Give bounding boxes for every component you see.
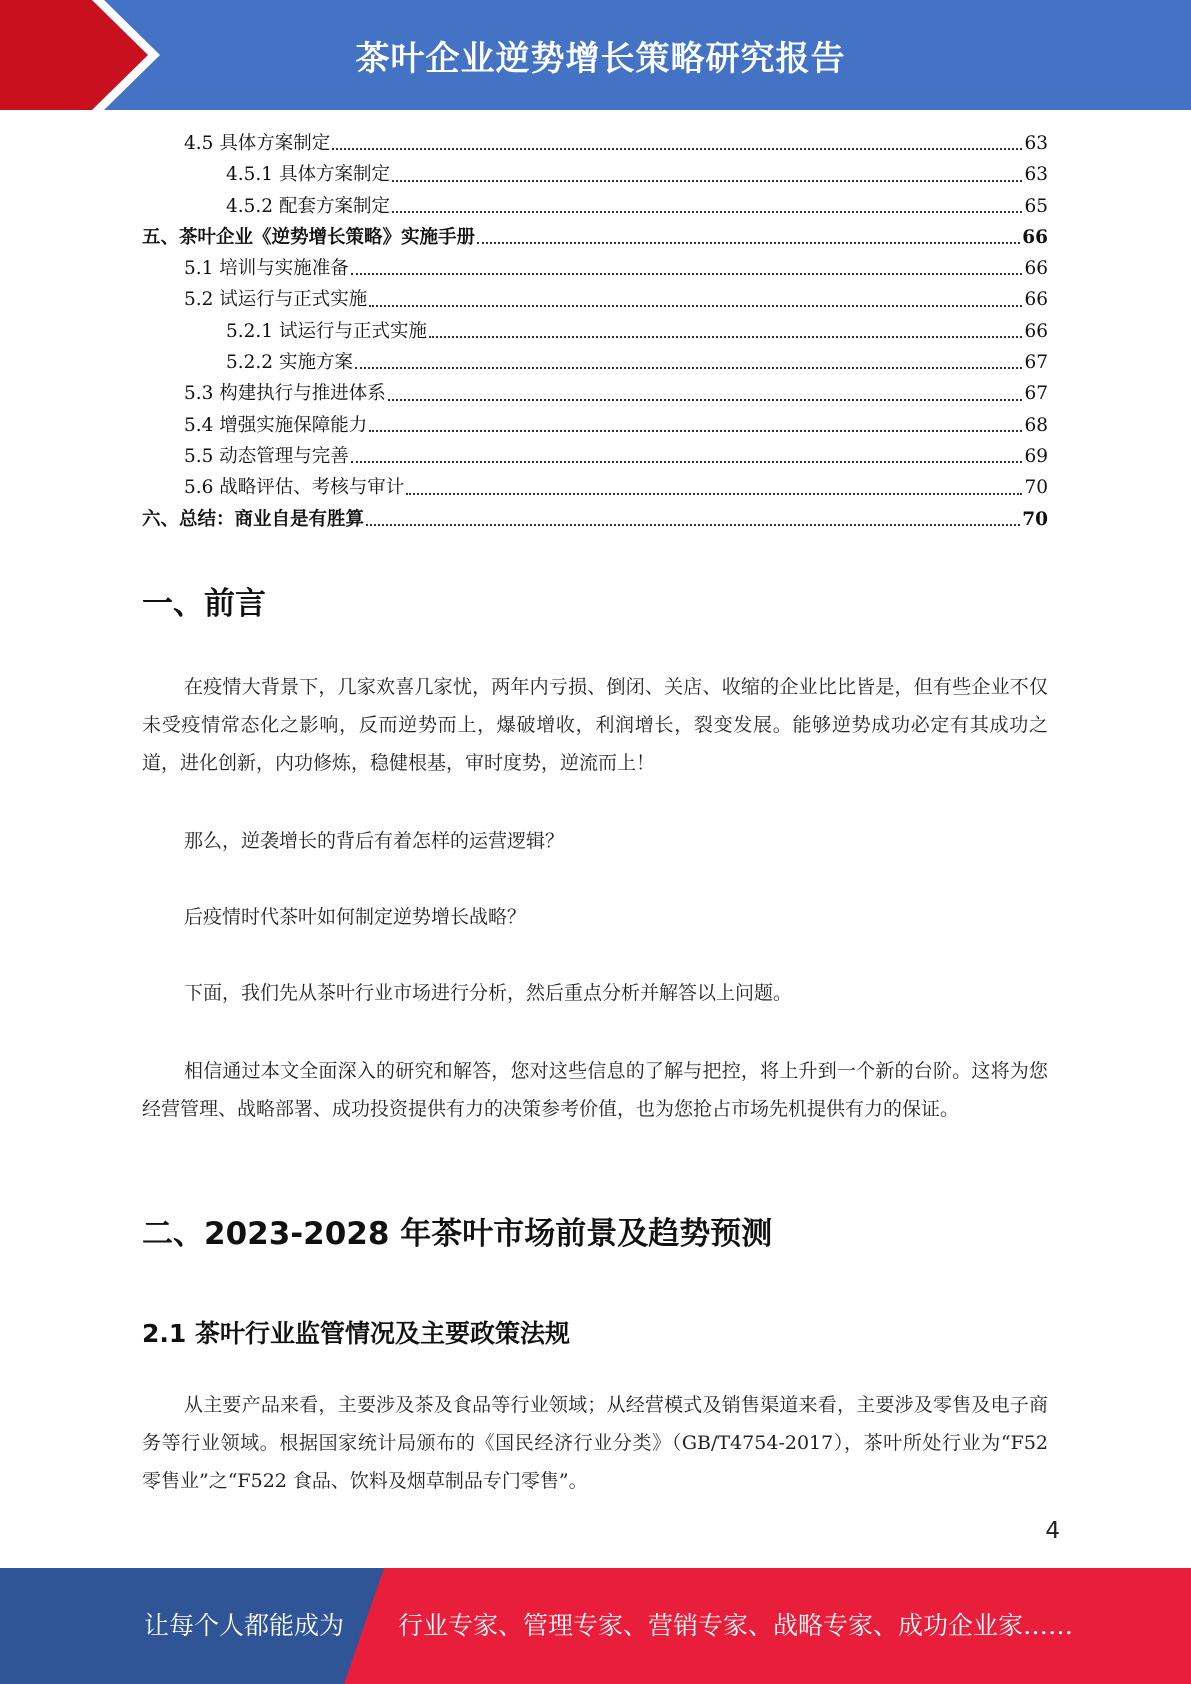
toc-entry-label: 5.1 培训与实施准备	[184, 258, 349, 280]
toc-entry-label: 5.5 动态管理与完善	[184, 445, 349, 467]
toc-entry-label: 5.2.2 实施方案	[226, 352, 353, 374]
toc-entry[interactable]	[142, 504, 1048, 535]
toc-entry-page: 66	[1024, 258, 1048, 280]
regulation-paragraph: 从主要产品来看，主要涉及茶及食品等行业领域；从经营模式及销售渠道来看，主要涉及零售及电子商务等行业领域。根据国家统计局颁布的《国民经济行业分类》（GB/T4754-2017），茶叶所处行业为“F52 零售业”之“F522 食品、饮料及烟草制品专门零售”。	[142, 1394, 1048, 1492]
toc-entry-page: 65	[1024, 195, 1048, 217]
section-heading-preface: 一、前言	[142, 586, 266, 622]
toc-entry-label: 4.5 具体方案制定	[184, 133, 331, 154]
toc-dot-leader	[477, 242, 1020, 244]
preface-paragraph-1: 在疫情大背景下，几家欢喜几家忧，两年内亏损、倒闭、关店、收缩的企业比比皆是，但有些企业不仅未受疫情常态化之影响，反而逆势而上，爆破增收，利润增长，裂变发展。能够逆势成功必定有其成功之道，进化创新，内功修炼，稳健根基，审时度势，逆流而上！	[142, 676, 1048, 774]
toc-entry-page: 70	[1024, 477, 1048, 499]
toc-entry-label: 5.6 战略评估、考核与审计	[184, 477, 405, 499]
toc-dot-leader	[351, 461, 1023, 463]
toc-entry[interactable]	[142, 441, 1048, 472]
table-of-contents	[142, 128, 1048, 535]
toc-entry[interactable]	[142, 191, 1048, 222]
toc-entry-label: 5.2.1 试运行与正式实施	[226, 320, 427, 342]
toc-entry[interactable]	[142, 316, 1048, 347]
toc-entry-label: 五、茶叶企业《逆势增长策略》实施手册	[142, 226, 476, 248]
toc-entry[interactable]	[142, 284, 1048, 315]
toc-dot-leader	[406, 493, 1022, 495]
toc-entry-page: 66	[1024, 320, 1048, 342]
toc-entry[interactable]	[142, 410, 1048, 441]
toc-entry-label: 5.4 增强实施保障能力	[184, 414, 368, 436]
toc-entry-page: 66	[1022, 226, 1048, 248]
toc-entry-page: 67	[1024, 383, 1048, 405]
toc-entry-page: 70	[1022, 508, 1048, 530]
subsection-heading-regulation: 2.1 茶叶行业监管情况及主要政策法规	[142, 1319, 570, 1348]
toc-dot-leader	[392, 211, 1022, 213]
toc-entry[interactable]	[142, 159, 1048, 190]
toc-dot-leader	[355, 367, 1023, 369]
toc-entry-page: 68	[1024, 414, 1048, 436]
page-header	[0, 0, 1191, 110]
toc-dot-leader	[392, 180, 1022, 182]
toc-entry[interactable]	[142, 128, 1048, 159]
preface-paragraph-4: 下面，我们先从茶叶行业市场进行分析，然后重点分析并解答以上问题。	[184, 982, 793, 1004]
toc-entry-page: 67	[1024, 352, 1048, 374]
toc-dot-leader	[332, 148, 1022, 150]
footer-slogan-lead: 让每个人都能成为	[144, 1611, 345, 1640]
toc-dot-leader	[429, 336, 1022, 338]
toc-entry-page: 63	[1024, 133, 1048, 154]
toc-dot-leader	[369, 305, 1022, 307]
toc-entry-label: 5.3 构建执行与推进体系	[184, 383, 386, 405]
toc-entry[interactable]	[142, 347, 1048, 378]
report-title: 茶叶企业逆势增长策略研究报告	[355, 38, 846, 79]
toc-dot-leader	[369, 430, 1022, 432]
toc-entry-page: 66	[1024, 289, 1048, 311]
toc-entry-label: 4.5.1 具体方案制定	[226, 164, 390, 186]
toc-dot-leader	[388, 399, 1023, 401]
toc-entry[interactable]	[142, 253, 1048, 284]
toc-entry[interactable]	[142, 222, 1048, 253]
section-heading-market-outlook: 二、2023-2028 年茶叶市场前景及趋势预测	[142, 1216, 773, 1252]
preface-paragraph-2: 那么，逆袭增长的背后有着怎样的运营逻辑？	[184, 830, 565, 852]
toc-entry-label: 六、总结：商业自是有胜算	[142, 508, 365, 530]
toc-entry-page: 69	[1024, 445, 1048, 467]
toc-entry[interactable]	[142, 378, 1048, 409]
toc-entry-label: 4.5.2 配套方案制定	[226, 195, 390, 217]
toc-entry-page: 63	[1024, 164, 1048, 186]
toc-dot-leader	[351, 273, 1023, 275]
footer-slogan-roles: 行业专家、管理专家、营销专家、战略专家、成功企业家……	[398, 1611, 1074, 1640]
toc-entry[interactable]	[142, 472, 1048, 503]
page-number: 4	[1045, 1518, 1060, 1544]
preface-paragraph-3: 后疫情时代茶叶如何制定逆势增长战略？	[184, 906, 527, 928]
toc-dot-leader	[366, 524, 1020, 526]
toc-entry-label: 5.2 试运行与正式实施	[184, 289, 368, 311]
preface-paragraph-5: 相信通过本文全面深入的研究和解答，您对这些信息的了解与把控，将上升到一个新的台阶。这将为您经营管理、战略部署、成功投资提供有力的决策参考价值，也为您抢占市场先机提供有力的保证。	[142, 1060, 1048, 1120]
page-footer	[0, 1568, 1191, 1684]
